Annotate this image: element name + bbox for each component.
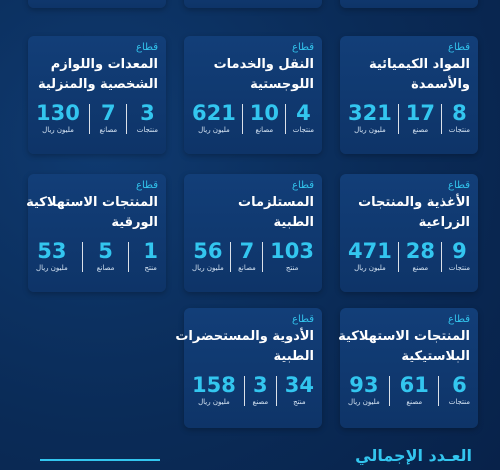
total-title: العـدد الإجمالي <box>355 446 472 465</box>
divider <box>242 104 243 134</box>
sector-card-paper <box>28 174 166 292</box>
sector-card-logistics <box>184 36 322 154</box>
stat-label: مليون ريال <box>354 126 386 134</box>
stat-label: مصانع <box>255 126 274 134</box>
sector-name: المنتجات الاستهلاكية <box>338 329 470 344</box>
divider <box>128 242 129 272</box>
stat-label: مليون ريال <box>42 126 74 134</box>
stat-label: مصنع <box>412 126 429 134</box>
sector-name: الطبية <box>273 349 314 364</box>
sector-card-chemicals <box>340 36 478 154</box>
sector-name: الطبية <box>273 215 314 230</box>
stat-label: مصنع <box>412 264 429 272</box>
divider <box>89 104 90 134</box>
stat-label: منتجات <box>448 398 470 406</box>
sector-name: البلاستيكية <box>401 349 470 364</box>
stat-label: مليون ريال <box>192 264 224 272</box>
sector-name: المستلزمات <box>238 195 314 210</box>
stat-value: 9 <box>452 239 467 263</box>
stat-label: منتجات <box>448 264 470 272</box>
sector-name: المعدات واللوازم <box>50 57 158 72</box>
stat-value: 7 <box>239 239 255 263</box>
stat-label: منتجات <box>136 126 158 134</box>
stat-label: مليون ريال <box>198 126 230 134</box>
stat-value: 4 <box>296 101 311 125</box>
divider <box>244 376 245 406</box>
card-partial-right <box>340 0 478 8</box>
stat-value: 34 <box>284 373 314 397</box>
sector-label: قطاع <box>292 314 314 325</box>
stat-value: 28 <box>405 239 435 263</box>
sector-card-food <box>340 174 478 292</box>
stat-value: 158 <box>192 373 236 397</box>
divider <box>438 376 439 406</box>
divider <box>441 242 442 272</box>
stat-label: مليون ريال <box>348 398 380 406</box>
stat-value: 93 <box>349 373 379 397</box>
total-divider-line <box>40 459 160 461</box>
stat-value: 8 <box>452 101 467 125</box>
stat-value: 56 <box>193 239 223 263</box>
stat-label: مليون ريال <box>36 264 68 272</box>
stat-value: 17 <box>405 101 435 125</box>
sector-name: الورقية <box>111 215 158 230</box>
sector-name: النقل والخدمات <box>213 57 314 72</box>
stat-value: 3 <box>140 101 155 125</box>
stat-label: مليون ريال <box>198 398 230 406</box>
sector-name: الأغذية والمنتجات <box>358 195 470 210</box>
stat-value: 6 <box>452 373 467 397</box>
sector-name: اللوجستية <box>250 77 314 92</box>
card-partial-left <box>28 0 166 8</box>
card-partial-mid <box>184 0 322 8</box>
stat-value: 321 <box>348 101 392 125</box>
stat-value: 1 <box>143 239 158 263</box>
divider <box>126 104 127 134</box>
divider <box>230 242 231 272</box>
sector-name: الشخصية والمنزلية <box>37 77 158 92</box>
sector-card-plastics <box>340 308 478 428</box>
stat-value: 3 <box>253 373 268 397</box>
sector-name: الأدوية والمستحضرات <box>175 329 314 344</box>
stat-value: 5 <box>98 239 113 263</box>
sector-label: قطاع <box>292 180 314 191</box>
stat-label: منتج <box>144 264 157 272</box>
sector-label: قطاع <box>136 42 158 53</box>
divider <box>82 242 83 272</box>
sector-name: المواد الكيميائية <box>368 57 470 72</box>
divider <box>389 376 390 406</box>
divider <box>398 242 399 272</box>
stat-value: 53 <box>37 239 67 263</box>
divider <box>276 376 277 406</box>
stat-label: مصنع <box>406 398 423 406</box>
sector-label: قطاع <box>136 180 158 191</box>
stat-label: مصانع <box>238 264 256 272</box>
stat-label: مصنع <box>252 398 269 406</box>
sector-label: قطاع <box>448 42 470 53</box>
stat-label: مصانع <box>99 126 118 134</box>
divider <box>441 104 442 134</box>
divider <box>262 242 263 272</box>
stat-value: 621 <box>192 101 236 125</box>
sector-name: المنتجات الاستهلاكية <box>26 195 158 210</box>
stat-value: 103 <box>270 239 314 263</box>
stat-label: منتجات <box>292 126 314 134</box>
sector-label: قطاع <box>292 42 314 53</box>
sectors-grid <box>28 0 478 470</box>
sector-name: الزراعية <box>418 215 470 230</box>
sector-card-pharma <box>175 308 322 428</box>
stat-label: مصانع <box>96 264 115 272</box>
sector-label: قطاع <box>448 314 470 325</box>
sector-label: قطاع <box>448 180 470 191</box>
stat-label: منتجات <box>448 126 470 134</box>
stat-value: 130 <box>36 101 80 125</box>
stat-label: مليون ريال <box>354 264 386 272</box>
stat-label: منتج <box>293 398 306 406</box>
stat-label: منتج <box>285 264 299 272</box>
stat-value: 7 <box>101 101 116 125</box>
stat-value: 10 <box>249 101 279 125</box>
stat-value: 471 <box>348 239 392 263</box>
stat-value: 61 <box>399 373 429 397</box>
divider <box>398 104 399 134</box>
sector-card-medical-supplies <box>184 174 322 292</box>
sector-name: والأسمدة <box>411 77 470 92</box>
divider <box>285 104 286 134</box>
sector-card-equipment <box>28 36 166 154</box>
